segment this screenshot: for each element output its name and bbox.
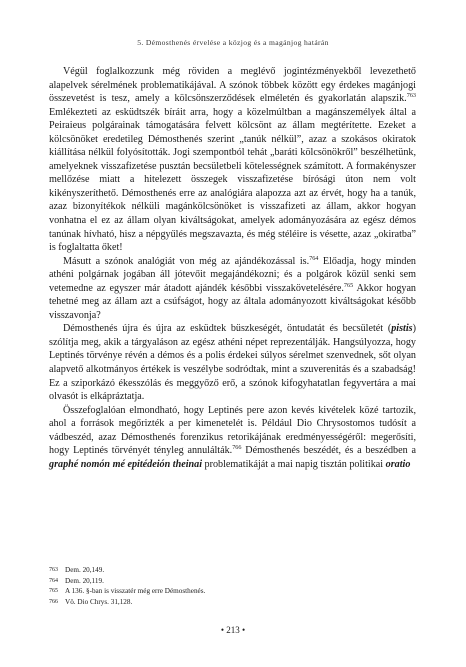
text-run: Előadja, hogy minden athéni polgárnak jogában áll jótevőit megajándékozni; és a polgárok közül senki sem vetemedne az egyszer már átadott ajándék későbbi visszakövetelésére. xyxy=(49,255,416,294)
footnote-ref: 763 xyxy=(406,92,416,100)
main-text xyxy=(49,65,416,471)
text-run: ) szólítja meg, akik a tárgyaláson az egész athéni népet reprezentálják. Hangsúlyozza, hogy Leptinés törvénye révén a démos és a polis érdekei súlyos sérelmet szenvednek, sőt olyan alapvető alkotmányos értékek is veszélybe sodródtak, mint a szuverenitás és a szabadság! Ez a sziporkázó ékesszólás és meggyőző erő, a szónok kifogyhatatlan fegyvertára a mai olvasót is elkápráztatja. xyxy=(49,323,416,403)
text-run: Démosthenés újra és újra az esküdtek büszkeségét, öntudatát és becsületét ( xyxy=(63,323,392,335)
text-run: Emlékezteti az esküdtszék bíráit arra, hogy a közelmúltban a magánszemélyek által a Peiraieus polgárainak támogatására felvett kölcsönt az állam megtérítette. Ezeket a kölcsönöket eredetileg Démosthenés szerint „tanúk nélkül”, azaz a szokásos okiratok kiállítása nélkül folyósították. Jogi szempontból tehát „baráti kölcsönökről” beszélhetünk, amelyeknek visszafizetése pusztán becsületbeli kötelességnek számított. A formakényszer mellőzése miatt a hitelezett összegek visszafizetése bírósági úton nem volt kikényszeríthető. Démosthenés erre az analógiára alapozza azt az érvét, hogy ha a tanúk, azaz bizonyítékok nélküli magánkölcsönöket is visszafizeti az állam, akkor hogyan vonhatna el ez az állam olyan kiváltságokat, amelyek adományozására az egész démos tanúnak hívható, hisz a népgyűlés megszavazta, és még stéléire is vésette, azaz „okiratba” is foglaltatta őket! xyxy=(49,106,416,254)
page-number: • 213 • xyxy=(220,625,246,635)
text-run: problematikáját a mai napig tisztán politikai xyxy=(202,458,386,470)
footnote-number: 765 xyxy=(49,588,58,594)
footnote-number: 764 xyxy=(49,577,58,584)
paragraph xyxy=(49,322,416,403)
footnote-number: 763 xyxy=(49,567,58,573)
footnote-number: 766 xyxy=(49,598,58,605)
footnote-text: Dem. 20,119. xyxy=(65,576,104,585)
text-run: Összefoglalóan elmondható, hogy Leptinés pere azon kevés kivételek közé tartozik, ahol a források megőrizték a per kimenetelét is. Például Dio Chrysostomos tudósít a vádbeszéd, azaz Démosthenés forenzikus retorikájának eredményességéről: megerősíti, hogy Leptinés törvényét tényleg annulálták. xyxy=(49,404,416,457)
footnote-text: A 136. §-ban is visszatér még erre Démosthenés. xyxy=(65,587,206,595)
footnote xyxy=(49,597,416,608)
paragraph xyxy=(49,65,416,255)
footnote-ref: 765 xyxy=(343,281,354,289)
paragraph xyxy=(49,404,416,472)
footnote xyxy=(49,576,416,587)
footnote-ref: 764 xyxy=(309,254,319,262)
paragraph xyxy=(49,255,416,323)
text-run: Akkor hogyan tehetné meg az állam azt a csúfságot, hogy az általa adományozott kiváltságokat később visszavonja? xyxy=(49,282,416,321)
footnote-ref: 766 xyxy=(232,444,242,452)
footnotes xyxy=(49,565,416,607)
running-head: 5. Démosthenés érvelése a közjog és a magánjog határán xyxy=(137,38,329,47)
footnote-text: Vö. Dio Chrys. 31,128. xyxy=(65,597,133,606)
text-run: Démosthenés beszédét, és a beszédben a xyxy=(241,445,416,457)
text-run: Végül foglalkozzunk még röviden a meglévő jogintézményekből levezethető alapelvek sérelmének problematikájával. A szónok többek között egy érdekes magánjogi összevetést is tesz, amely a kölcsönszerződések elméletén és gyakorlatán alapszik. xyxy=(49,66,416,105)
emphasized-term: oratio xyxy=(385,458,411,470)
footnote xyxy=(49,586,416,597)
emphasized-term: pistis xyxy=(391,323,413,335)
emphasized-term: graphé nomón mé epitédeión theinai xyxy=(49,458,203,470)
text-run: Másutt a szónok analógiát von még az ajándékozással is. xyxy=(63,255,310,267)
footnote xyxy=(49,565,416,576)
footnote-text: Dem. 20,149. xyxy=(65,566,105,574)
